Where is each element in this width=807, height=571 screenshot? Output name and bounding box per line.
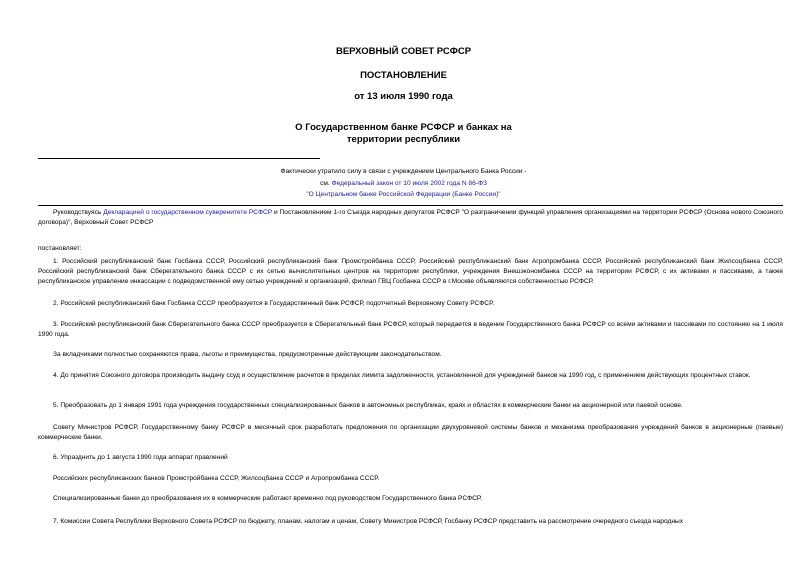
paragraph-preamble: [38, 208, 783, 228]
document-title: [0, 122, 807, 146]
issuing-body: ВЕРХОВНЫЙ СОВЕТ РСФСР: [335, 46, 472, 57]
paragraph-specialized-banks: Специализированные банки до преобразования их в коммерческие работают временно под руководством Государственного банка РСФСР.: [53, 495, 482, 502]
status-note-line1: Фактически утратило силу в связи с учреждением Центрального Банка России -: [280, 168, 527, 175]
document-date: от 13 июля 1990 года: [354, 91, 453, 102]
paragraph-item-7: 7. Комиссии Совета Республики Верховного Совета РСФСР по бюджету, планам, налогам и ценам, Совету Министров РСФСР, Госбанку РСФСР представить на рассмотрение очередного съезда народных: [53, 518, 684, 525]
status-note-line2: [0, 179, 807, 189]
paragraph-depositors: За вкладчиками полностью сохраняются права, льготы и преимущества, предусмотренные действующим законодательством.: [53, 351, 442, 358]
separator-short: [38, 158, 320, 159]
document-title-line1: О Государственном банке РСФСР и банках на: [295, 122, 512, 133]
status-note-prefix: см.: [320, 180, 332, 187]
paragraph-item-1: 1. Российский республиканский банк Госбанка СССР, Российский республиканский банк Промстройбанка СССР, Российский республиканский банк Агропромбанка СССР, Российский республиканский банк Жилсоцбанка СССР, Российский республиканский банк Сберегательного банка СССР с их сетью вычислительных центров на территории республики, учреждения Внешэкономбанка СССР на территории РСФСР, с их активами и пассивами, а также республиканское управление инкассации с подведомственной ему сетью учреждений и организаций, филиал ГВЦ Госбанка СССР в г.Москве объявляются собственностью РСФСР.: [38, 258, 783, 285]
status-note-line3: [0, 190, 807, 200]
paragraph-item-3: 3. Российский республиканский банк Сберегательного банка СССР преобразуется в Сберегательный банк РСФСР, который передается в ведение Государственного банка РСФСР со всеми активами и пассивами по состоянию на 1 июля 1990 года.: [38, 321, 783, 338]
sovereignty-declaration-link[interactable]: Декларацией о государственном суверенитете РСФСР: [103, 209, 273, 216]
paragraph-item-5: 5. Преобразовать до 1 января 1991 года учреждения государственных специализированных банков в автономных республиках, краях и областях в коммерческие банки на акционерной или паевой основе.: [53, 402, 683, 409]
paragraph-resolves: постановляет:: [38, 245, 82, 252]
document-type: ПОСТАНОВЛЕНИЕ: [360, 70, 447, 81]
paragraph-item-4: 4. До принятия Союзного договора производить выдачу ссуд и осуществление расчетов в пределах лимита задолженности, установленной для учреждений банков на 1990 год, с применением действующих процентных ставок.: [53, 372, 751, 379]
federal-law-link[interactable]: Федеральный закон от 10 июля 2002 года N 86-ФЗ: [331, 180, 487, 187]
paragraph-item-6: 6. Упразднить до 1 августа 1990 года аппарат правлений: [53, 454, 228, 461]
paragraph-republican-banks: Российских республиканских банков Промстройбанка СССР, Жилсоцбанка СССР и Агропромбанка СССР.: [53, 475, 380, 482]
separator-long: [38, 205, 783, 206]
preamble-suffix: и Постановлением 1-го Съезда народных депутатов РСФСР "О разграничении функций управления организациями на территории РСФСР (Основа нового Союзного договора)", Верховный Совет РСФСР: [38, 209, 783, 226]
paragraph-council-ministers: Совету Министров РСФСР, Государственному банку РСФСР в месячный срок разработать предложения по организации двухуровневой системы банков и механизма преобразования учреждений банков в акционерные (паевые) коммерческие банки.: [38, 424, 783, 441]
central-bank-law-link[interactable]: "О Центральном банке Российской Федерации (Банке России)": [306, 191, 501, 198]
paragraph-item-2: 2. Российский республиканский банк Госбанка СССР преобразуется в Государственный банк РСФСР, подотчетный Верховному Совету РСФСР.: [53, 300, 495, 307]
preamble-prefix: Руководствуясь: [53, 209, 104, 216]
document-title-line2: территории республики: [346, 134, 461, 145]
